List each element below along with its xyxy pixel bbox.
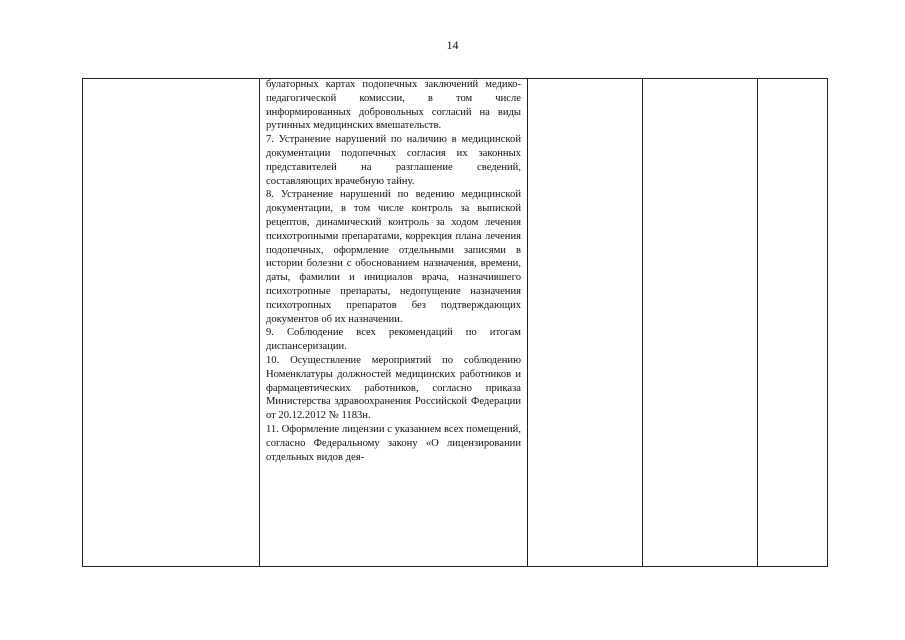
table-cell-measures [260, 79, 528, 567]
table-cell-empty-3 [528, 79, 643, 567]
measure-paragraph: 11. Оформление лицензии с указанием всех помещений, согласно Федеральному закону «О лицензировании отдельных видов дея- [266, 423, 521, 463]
table-cell-empty-5 [758, 79, 828, 567]
measure-paragraph: 9. Соблюдение всех рекомендаций по итогам диспансеризации. [266, 327, 521, 353]
page-number: 14 [446, 38, 459, 52]
measure-paragraph: булаторных картах подопечных заключений медико-педагогической комиссии, в том числе информированных добровольных согласий на виды рутинных медицинских вмешательств. [266, 79, 521, 132]
table-cell-empty-1 [83, 79, 260, 567]
measure-paragraph: 7. Устранение нарушений по наличию в медицинской документации подопечных согласия их законных представителей на разглашение сведений, составляющих врачебную тайну. [266, 134, 521, 187]
table-cell-empty-4 [643, 79, 758, 567]
measure-paragraph: 8. Устранение нарушений по ведению медицинской документации, в том числе контроль за выпиской рецептов, динамический контроль за ходом лечения психотропными препаратами, коррекция плана лечения подопечных, оформление отдельными записями в истории болезни с обоснованием назначения, времени, даты, фамилии и инициалов врача, назначившего психотропные препараты, недопущение назначения психотропных препаратов без подтверждающих документов об их назначении. [266, 189, 521, 325]
measures-text [260, 78, 527, 464]
measures-table [82, 78, 828, 567]
table-row [83, 79, 828, 567]
measure-paragraph: 10. Осуществление мероприятий по соблюдению Номенклатуры должностей медицинских работников и фармацевтических работников, согласно приказа Министерства здравоохранения Российской Федерации от 20.12.2012 № 1183н. [266, 354, 521, 422]
